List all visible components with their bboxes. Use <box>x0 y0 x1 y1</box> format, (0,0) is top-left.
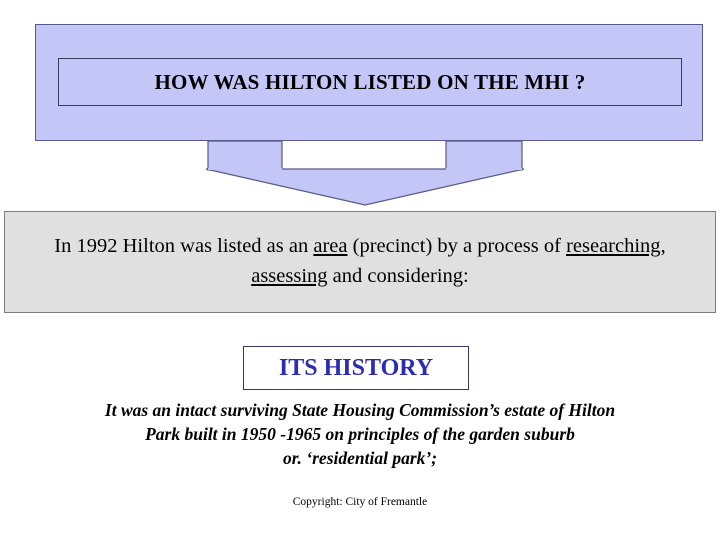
statement-underline-area: area <box>313 235 348 258</box>
history-heading: ITS HISTORY <box>278 354 434 381</box>
title-banner <box>35 24 703 141</box>
statement-underline-assessing: assessing <box>251 265 328 287</box>
body-paragraph <box>4 398 716 470</box>
body-line: Park built in 1950 -1965 on principles of the garden suburb <box>145 424 575 445</box>
down-arrow-icon <box>200 140 530 206</box>
statement-part-1: In 1992 Hilton was listed as an <box>54 235 314 258</box>
statement-part-2: (precinct) by a process of <box>347 235 567 258</box>
statement-text <box>5 232 715 291</box>
statement-part-3: , <box>660 235 666 258</box>
statement-underline-researching: researching <box>566 235 661 258</box>
title-inner-box <box>58 58 682 106</box>
body-line: It was an intact surviving State Housing Commission’s estate of Hilton <box>104 400 616 420</box>
page-title: HOW WAS HILTON LISTED ON THE MHI ? <box>154 69 586 94</box>
statement-part-4: and considering: <box>327 265 469 287</box>
copyright-notice: Copyright: City of Fremantle <box>292 496 428 508</box>
statement-box <box>4 211 716 313</box>
history-heading-box <box>243 346 469 390</box>
body-line: or. ‘residential park’; <box>282 448 438 469</box>
